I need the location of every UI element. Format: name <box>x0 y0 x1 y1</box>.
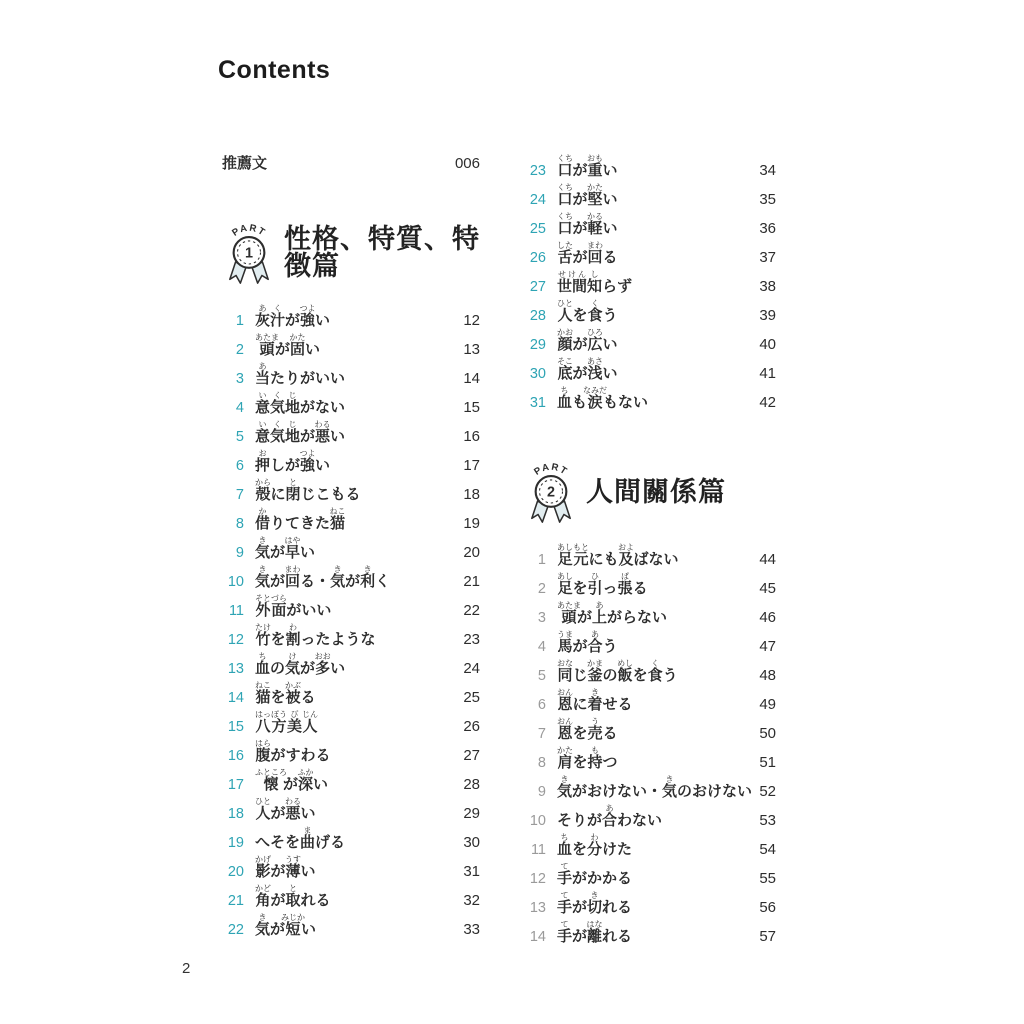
entry-number: 12 <box>529 870 546 887</box>
toc-entry <box>222 358 480 387</box>
entry-page: 18 <box>463 486 480 504</box>
entry-title: 肩かたを持もつ <box>557 746 618 772</box>
entry-number: 18 <box>227 805 244 822</box>
entry-number: 29 <box>529 336 546 353</box>
toc-entry <box>222 764 480 793</box>
entry-title: 借かりてきた猫ねこ <box>255 507 346 533</box>
entry-page: 20 <box>463 544 480 562</box>
toc-entry <box>222 793 480 822</box>
entry-number: 24 <box>529 191 546 208</box>
toc-entry <box>524 742 776 771</box>
entry-number: 1 <box>235 312 244 329</box>
front-matter-page: 006 <box>454 155 480 173</box>
toc-entry <box>222 706 480 735</box>
entry-number: 16 <box>227 747 244 764</box>
entry-title: 気きが早はやい <box>255 536 316 562</box>
entry-page: 57 <box>759 928 776 946</box>
entry-page: 24 <box>463 660 480 678</box>
entry-page: 21 <box>463 573 480 591</box>
entry-title: 当あたりがいい <box>255 362 346 388</box>
left-column <box>222 150 480 938</box>
entry-title: 舌したが回まわる <box>557 241 618 267</box>
entry-page: 33 <box>463 921 480 939</box>
toc-entry <box>524 208 776 237</box>
part-badge-word: PART <box>532 461 570 478</box>
entry-number: 2 <box>537 580 546 597</box>
entry-title: 足あしを引ひっ張ぱる <box>557 572 648 598</box>
entry-number: 5 <box>235 428 244 445</box>
entry-number: 7 <box>235 486 244 503</box>
entry-page: 30 <box>463 834 480 852</box>
entry-page: 40 <box>759 336 776 354</box>
entry-number: 10 <box>529 812 546 829</box>
part-2-entries <box>524 539 776 945</box>
toc-entry <box>222 329 480 358</box>
page-title: Contents <box>218 56 331 84</box>
entry-title: 意気地いくじがない <box>255 391 346 417</box>
entry-title: 気きがおけない・気きのおけない <box>557 775 753 801</box>
entry-title: へそを曲まげる <box>255 826 346 852</box>
entry-title: 馬うまが合あう <box>557 630 618 656</box>
entry-page: 45 <box>759 580 776 598</box>
entry-number: 14 <box>529 928 546 945</box>
entry-page: 52 <box>759 783 776 801</box>
entry-number: 27 <box>529 278 546 295</box>
entry-page: 36 <box>759 220 776 238</box>
part-1-entries-left <box>222 300 480 938</box>
entry-page: 39 <box>759 307 776 325</box>
toc-entry <box>524 684 776 713</box>
entry-title: 猫ねこを被かぶる <box>255 681 316 707</box>
toc-entry <box>524 179 776 208</box>
entry-page: 17 <box>463 457 480 475</box>
entry-number: 17 <box>227 776 244 793</box>
entry-number: 23 <box>529 162 546 179</box>
toc-entry <box>524 568 776 597</box>
entry-page: 41 <box>759 365 776 383</box>
entry-page: 22 <box>463 602 480 620</box>
entry-title: 気きが回まわる・気きが利きく <box>255 565 391 591</box>
entry-page: 56 <box>759 899 776 917</box>
entry-page: 32 <box>463 892 480 910</box>
entry-title: 底そこが浅あさい <box>557 357 618 383</box>
part-1-entries-right <box>524 150 776 411</box>
entry-page: 26 <box>463 718 480 736</box>
entry-page: 37 <box>759 249 776 267</box>
entry-title: 頭あたまが上あがらない <box>557 601 668 627</box>
entry-number: 14 <box>227 689 244 706</box>
entry-page: 34 <box>759 162 776 180</box>
entry-page: 28 <box>463 776 480 794</box>
entry-page: 31 <box>463 863 480 881</box>
entry-number: 13 <box>227 660 244 677</box>
entry-number: 25 <box>529 220 546 237</box>
toc-entry <box>524 829 776 858</box>
toc-entry <box>222 532 480 561</box>
entry-number: 8 <box>537 754 546 771</box>
entry-page: 54 <box>759 841 776 859</box>
part-1-medal-icon <box>222 216 276 287</box>
part-2-header <box>524 452 776 528</box>
toc-entry <box>222 590 480 619</box>
entry-number: 6 <box>537 696 546 713</box>
entry-page: 15 <box>463 399 480 417</box>
toc-entry <box>222 561 480 590</box>
entry-title: 気きが短みじかい <box>255 913 317 939</box>
toc-entry <box>222 880 480 909</box>
entry-title: 角かどが取とれる <box>255 884 331 910</box>
entry-number: 10 <box>227 573 244 590</box>
entry-number: 21 <box>227 892 244 909</box>
entry-title: 押おしが強つよい <box>255 449 331 475</box>
entry-page: 51 <box>759 754 776 772</box>
entry-title: 灰汁あくが強つよい <box>255 304 331 330</box>
entry-page: 48 <box>759 667 776 685</box>
toc-entry <box>524 713 776 742</box>
entry-page: 25 <box>463 689 480 707</box>
entry-number: 3 <box>537 609 546 626</box>
entry-number: 9 <box>235 544 244 561</box>
entry-page: 38 <box>759 278 776 296</box>
entry-title: そりが合あわない <box>557 804 663 830</box>
right-column <box>524 150 776 945</box>
entry-page: 19 <box>463 515 480 533</box>
entry-number: 31 <box>529 394 546 411</box>
part-badge-number: 1 <box>245 245 253 262</box>
entry-number: 7 <box>537 725 546 742</box>
entry-title: 血ちの気けが多おおい <box>255 652 346 678</box>
entry-title: 竹たけを割わったような <box>255 623 376 649</box>
toc-entry <box>222 909 480 938</box>
entry-number: 9 <box>537 783 546 800</box>
entry-page: 23 <box>463 631 480 649</box>
front-matter-label: 推薦文 <box>222 155 268 173</box>
entry-page: 50 <box>759 725 776 743</box>
entry-page: 27 <box>463 747 480 765</box>
entry-page: 47 <box>759 638 776 656</box>
entry-title: 殻からに閉とじこもる <box>255 478 361 504</box>
part-2-medal-icon <box>524 455 578 526</box>
toc-entry <box>524 655 776 684</box>
entry-number: 12 <box>227 631 244 648</box>
toc-entry <box>222 445 480 474</box>
entry-title: 人ひとを食くう <box>557 299 618 325</box>
toc-entry <box>222 851 480 880</box>
entry-number: 20 <box>227 863 244 880</box>
toc-entry <box>524 324 776 353</box>
entry-title: 頭あたまが固かたい <box>255 333 321 359</box>
entry-number: 6 <box>235 457 244 474</box>
part-badge-word: PART <box>230 222 268 239</box>
entry-title: 人ひとが悪わるい <box>255 797 316 823</box>
toc-entry <box>222 735 480 764</box>
toc-entry <box>524 887 776 916</box>
toc-entry <box>222 822 480 851</box>
toc-entry <box>524 771 776 800</box>
entry-page: 14 <box>463 370 480 388</box>
entry-page: 12 <box>463 312 480 330</box>
entry-title: 口くちが軽かるい <box>557 212 618 238</box>
entry-title: 恩おんを売うる <box>557 717 618 743</box>
part-1-header <box>222 213 480 289</box>
toc-entry <box>524 295 776 324</box>
entry-title: 口くちが堅かたい <box>557 183 618 209</box>
toc-entry <box>524 353 776 382</box>
toc-entry <box>222 619 480 648</box>
toc-entry <box>524 266 776 295</box>
entry-page: 29 <box>463 805 480 823</box>
entry-title: 手てが切きれる <box>557 891 633 917</box>
entry-title: 顔かおが広ひろい <box>557 328 618 354</box>
entry-number: 3 <box>235 370 244 387</box>
entry-title: 手てが離はなれる <box>557 920 633 946</box>
entry-title: 影かげが薄うすい <box>255 855 316 881</box>
toc-entry <box>524 800 776 829</box>
entry-number: 11 <box>530 841 546 858</box>
entry-title: 同おなじ釜かまの飯めしを食くう <box>557 659 678 685</box>
entry-number: 11 <box>228 602 244 619</box>
entry-title: 八方はっぽう美び人じん <box>255 710 318 736</box>
entry-number: 2 <box>235 341 244 358</box>
entry-title: 血ちを分わけた <box>557 833 633 859</box>
part-badge-number: 2 <box>547 484 555 501</box>
entry-title: 懐ふところが深ふかい <box>255 768 329 794</box>
entry-number: 28 <box>529 307 546 324</box>
entry-title: 外面そとづらがいい <box>255 594 332 620</box>
entry-page: 35 <box>759 191 776 209</box>
entry-number: 13 <box>529 899 546 916</box>
entry-number: 4 <box>235 399 244 416</box>
entry-number: 26 <box>529 249 546 266</box>
entry-title: 腹はらがすわる <box>255 739 331 765</box>
entry-title: 血ちも涙なみだもない <box>557 386 649 412</box>
toc-entry <box>222 677 480 706</box>
toc-entry <box>222 387 480 416</box>
toc-entry <box>524 626 776 655</box>
entry-page: 44 <box>759 551 776 569</box>
part-1-title: 性格、特質、特徴篇 <box>284 224 480 281</box>
entry-title: 世間せけん知しらず <box>557 270 633 296</box>
entry-page: 16 <box>463 428 480 446</box>
toc-entry <box>524 858 776 887</box>
entry-number: 15 <box>227 718 244 735</box>
toc-entry <box>524 237 776 266</box>
toc-entry <box>524 382 776 411</box>
entry-number: 22 <box>227 921 244 938</box>
entry-title: 足元あしもとにも及およばない <box>557 543 679 569</box>
front-matter-row <box>222 150 480 172</box>
entry-page: 49 <box>759 696 776 714</box>
entry-page: 55 <box>759 870 776 888</box>
toc-entry <box>524 539 776 568</box>
toc-entry <box>524 916 776 945</box>
page-number: 2 <box>182 960 191 977</box>
toc-entry <box>524 597 776 626</box>
toc-entry <box>222 416 480 445</box>
entry-number: 1 <box>537 551 546 568</box>
entry-number: 19 <box>227 834 244 851</box>
entry-title: 意気地いくじが悪わるい <box>255 420 346 446</box>
toc-entry <box>222 648 480 677</box>
entry-number: 5 <box>537 667 546 684</box>
toc-entry <box>222 474 480 503</box>
entry-number: 30 <box>529 365 546 382</box>
entry-number: 8 <box>235 515 244 532</box>
toc-entry <box>222 503 480 532</box>
entry-page: 13 <box>463 341 480 359</box>
entry-title: 手てがかかる <box>557 862 633 888</box>
entry-page: 46 <box>759 609 776 627</box>
part-2-title: 人間關係篇 <box>586 476 726 507</box>
entry-title: 口くちが重おもい <box>557 154 618 180</box>
toc-entry <box>222 300 480 329</box>
toc-entry <box>524 150 776 179</box>
entry-page: 42 <box>759 394 776 412</box>
entry-number: 4 <box>537 638 546 655</box>
entry-page: 53 <box>759 812 776 830</box>
entry-title: 恩おんに着きせる <box>557 688 633 714</box>
